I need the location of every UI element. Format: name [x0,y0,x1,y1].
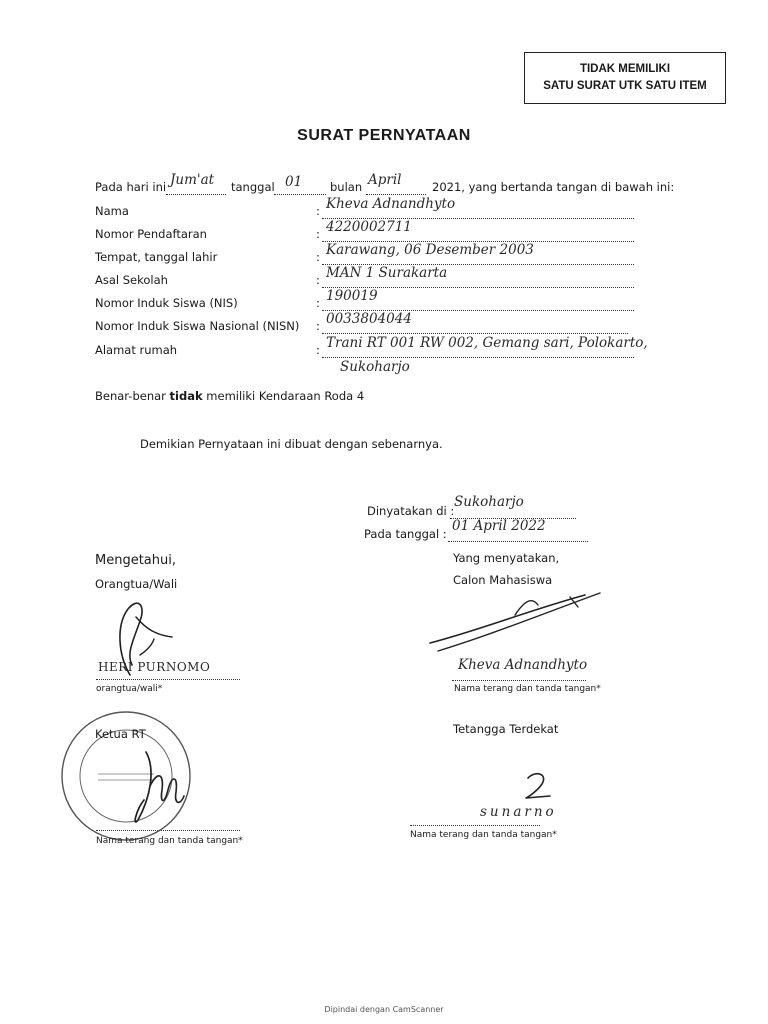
field-dotline-alamat [322,357,634,358]
field-dotline-nisn [322,333,628,334]
field-value-nama: Kheva Adnandhyto [326,196,456,212]
month-dotline [366,194,426,195]
neighbor-name-dotline [410,825,540,826]
field-label-nis: Nomor Induk Siswa (NIS) [95,296,238,310]
rt-name-dotline [96,830,240,831]
guardian-name: HERI PURNOMO [98,660,211,674]
bulan-label: bulan [330,180,363,194]
note-box [524,52,726,104]
neighbor-signature-mark [520,768,560,804]
rt-signature [128,740,198,830]
month-value: April [368,172,402,188]
date-value: 01 [285,174,303,190]
field-value-alamat: Trani RT 001 RW 002, Gemang sari, Polokarto, [326,335,648,351]
intro-suffix: 2021, yang bertanda tangan di bawah ini: [432,180,675,194]
field-label-nisn: Nomor Induk Siswa Nasional (NISN) [95,319,300,333]
day-dotline [166,194,226,195]
declared-date-dotline [448,541,588,542]
acknowledge-heading: Mengetahui, [95,553,176,568]
field-label-asal-sekolah: Asal Sekolah [95,273,168,287]
closing-sentence: Demikian Pernyataan ini dibuat dengan sebenarnya. [140,437,443,451]
date-dotline [274,194,326,195]
document-title: SURAT PERNYATAAN [297,127,471,144]
field-label-alamat: Alamat rumah [95,343,178,357]
declarant-signature [420,585,610,660]
note-line-2: SATU SURAT UTK SATU ITEM [543,80,707,92]
declared-date-value: 01 April 2022 [452,518,546,534]
note-line-1: TIDAK MEMILIKI [579,63,671,75]
statement-emphasis: tidak [169,389,203,403]
guardian-role: Orangtua/Wali [95,577,178,591]
declared-place-value: Sukoharjo [454,494,524,510]
day-value: Jum'at [170,172,215,188]
field-value-ttl: Karawang, 06 Desember 2003 [326,242,534,258]
field-value-nis: 190019 [326,288,378,304]
guardian-caption: orangtua/wali* [96,684,163,694]
guardian-name-dotline [96,679,240,680]
statement: Benar-benar tidak memiliki Kendaraan Roda 4 [95,389,365,403]
field-label-ttl: Tempat, tanggal lahir [95,250,218,264]
tanggal-label: tanggal [231,180,275,194]
rt-caption: Nama terang dan tanda tangan* [96,836,243,846]
declarant-name-dotline [452,680,586,681]
neighbor-name: sunarno [480,804,557,820]
neighbor-caption: Nama terang dan tanda tangan* [410,830,557,840]
field-value-asal-sekolah: MAN 1 Surakarta [326,265,448,281]
declared-date-label: Pada tanggal : [364,527,447,541]
declarant-caption: Nama terang dan tanda tangan* [454,684,601,694]
scanner-footer: Dipindai dengan CamScanner [324,1005,444,1014]
field-value-nisn: 0033804044 [326,311,412,327]
intro-prefix: Pada hari ini [95,180,167,194]
declared-place-label: Dinyatakan di : [367,504,455,518]
field-label-nomor-pendaftaran: Nomor Pendaftaran [95,227,207,241]
field-value-alamat-line2: Sukoharjo [340,359,410,375]
declarant-role: Calon Mahasiswa [453,573,553,587]
declarant-heading: Yang menyatakan, [453,551,560,565]
rt-label: Ketua RT [95,727,146,741]
neighbor-label: Tetangga Terdekat [453,722,559,736]
declarant-name: Kheva Adnandhyto [458,657,588,673]
field-value-nomor-pendaftaran: 4220002711 [326,219,412,235]
field-label-nama: Nama [95,204,129,218]
